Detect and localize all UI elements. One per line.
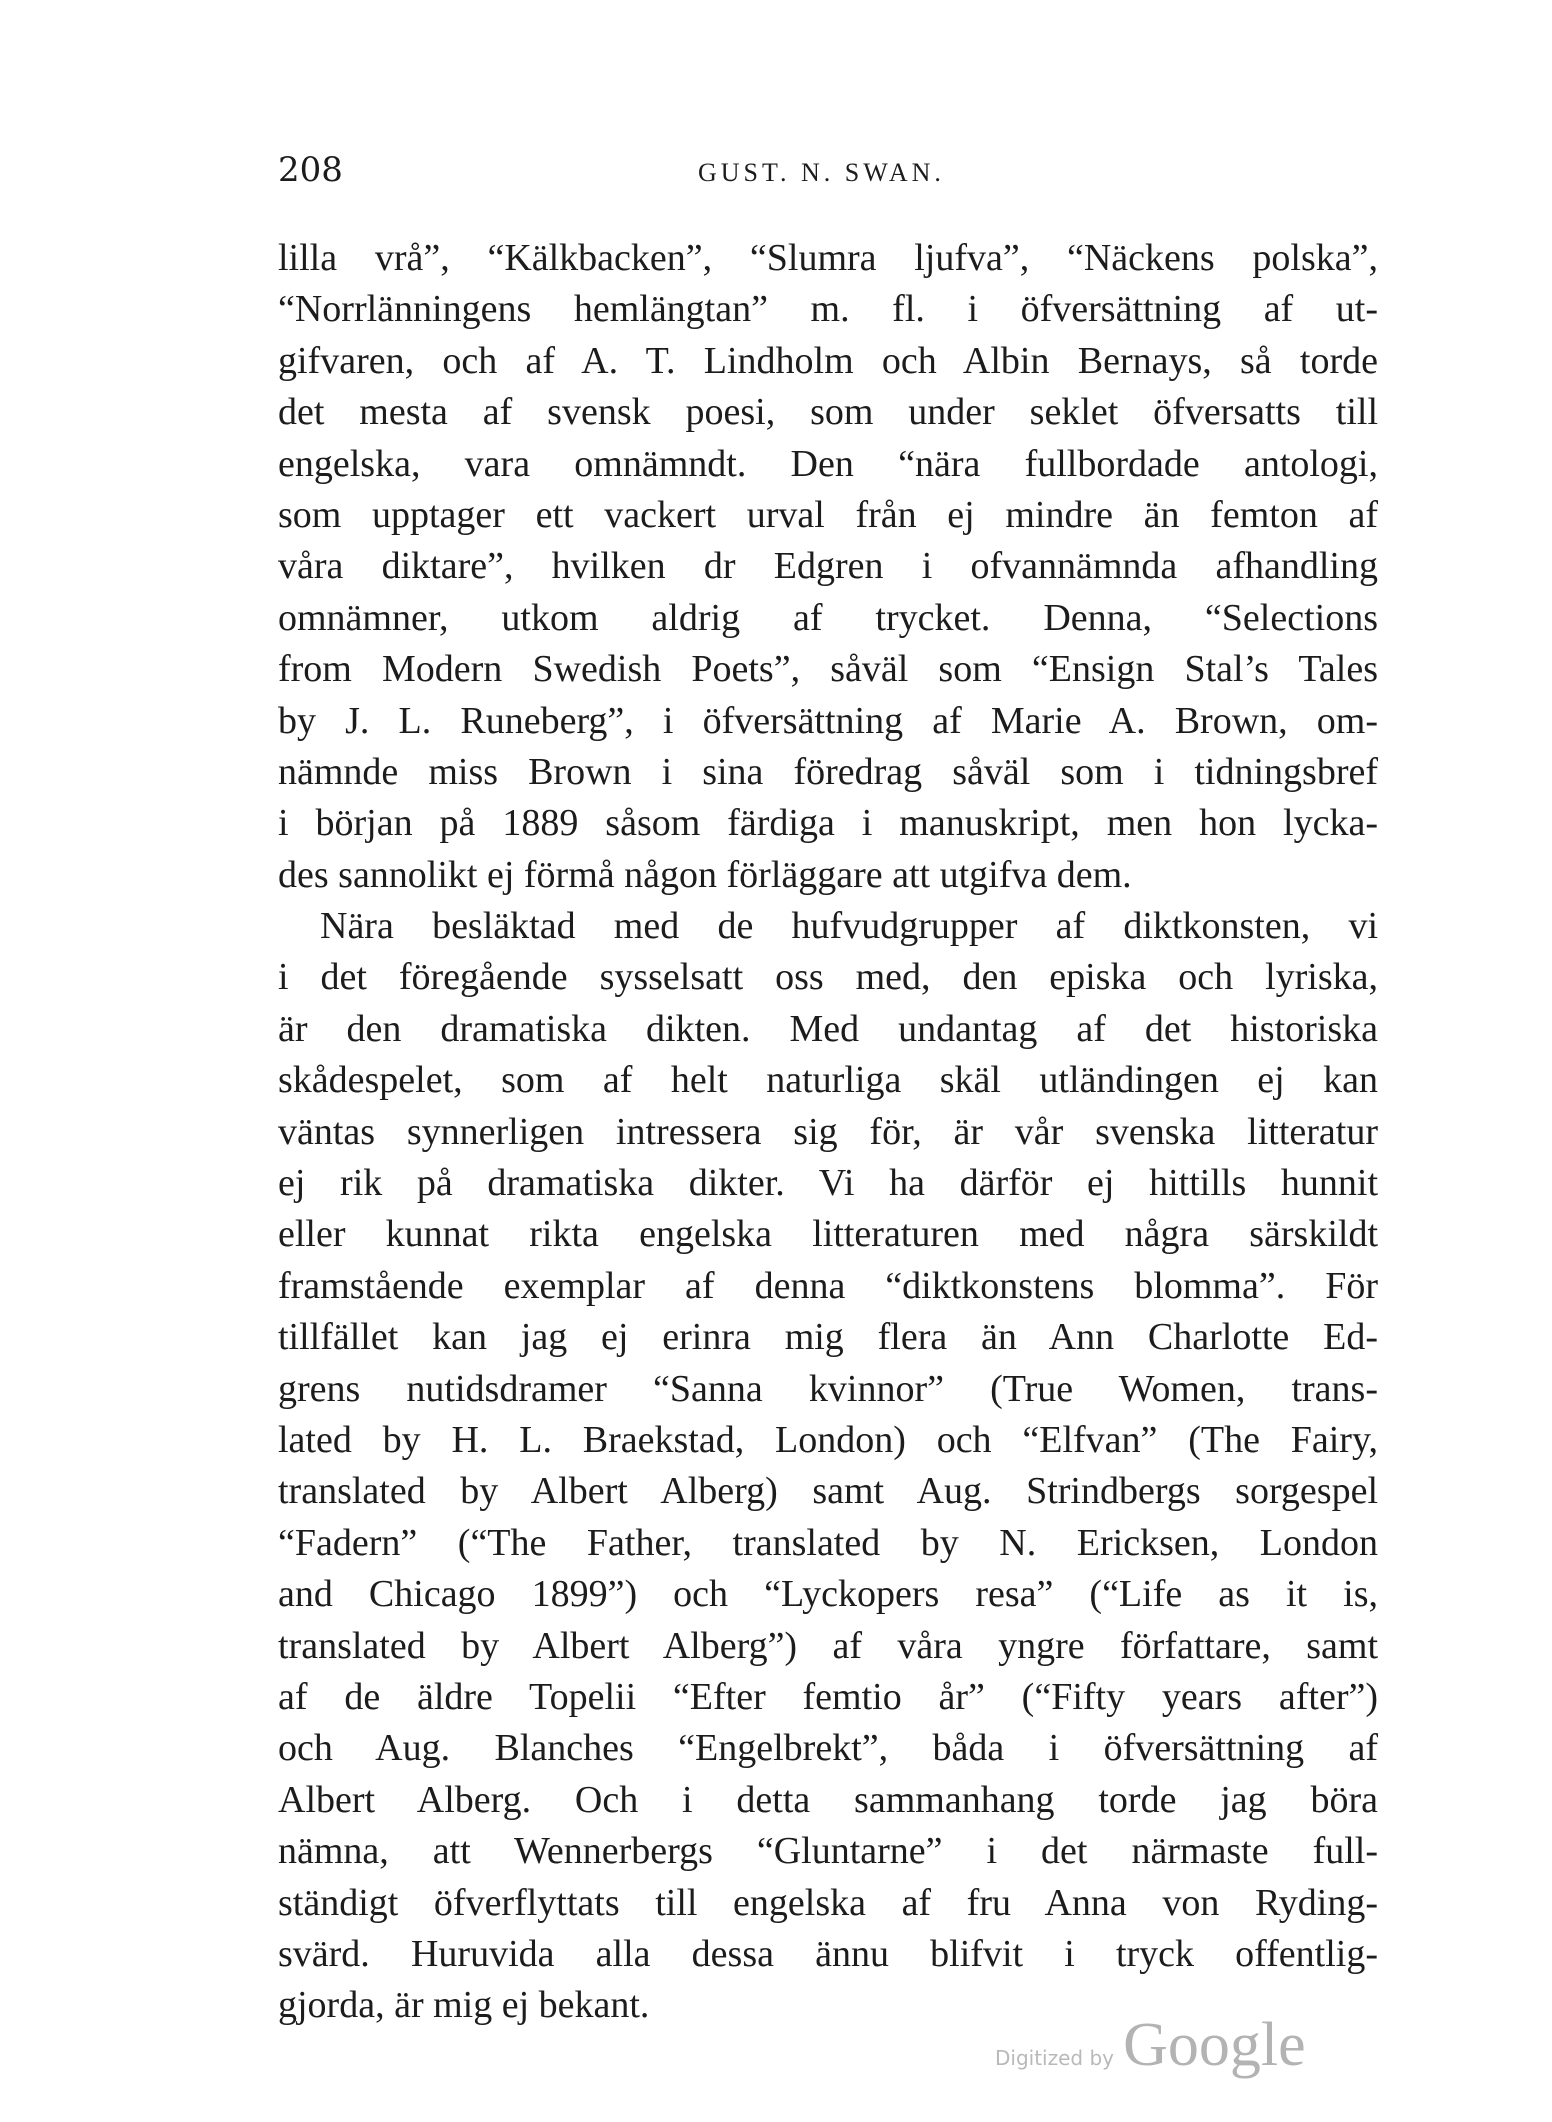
text-line: i början på 1889 såsom färdiga i manuskript, men hon lycka- — [278, 802, 1378, 845]
running-head — [278, 150, 978, 200]
page-number: 208 — [278, 150, 343, 190]
text-line: och Aug. Blanches “Engelbrekt”, båda i öfversättning af — [278, 1727, 1378, 1770]
text-line: af de äldre Topelii “Efter femtio år” (“Fifty years after”) — [278, 1675, 1378, 1718]
text-line: väntas synnerligen intressera sig för, är vår svenska litteratur — [278, 1110, 1378, 1153]
text-line: skådespelet, som af helt naturliga skäl utländingen ej kan — [278, 1059, 1378, 1102]
text-line: våra diktare”, hvilken dr Edgren i ofvannämnda afhandling — [278, 545, 1378, 588]
text-line: nämnde miss Brown i sina föredrag såväl som i tidningsbref — [278, 750, 1378, 793]
text-line: i det föregående sysselsatt oss med, den episka och lyriska, — [278, 956, 1378, 999]
text-line: framstående exemplar af denna “diktkonstens blomma”. För — [278, 1264, 1378, 1307]
text-line: lated by H. L. Braekstad, London) och “Elfvan” (The Fairy, — [278, 1418, 1378, 1461]
text-line: and Chicago 1899”) och “Lyckopers resa” (“Life as it is, — [278, 1573, 1378, 1616]
text-line: omnämner, utkom aldrig af trycket. Denna, “Selections — [278, 596, 1378, 639]
text-line: ständigt öfverflyttats till engelska af fru Anna von Ryding- — [278, 1881, 1378, 1924]
text-line: tillfället kan jag ej erinra mig flera än Ann Charlotte Ed- — [278, 1316, 1378, 1359]
running-title: GUST. N. SWAN. — [698, 158, 945, 187]
text-line: det mesta af svensk poesi, som under seklet öfversatts till — [278, 391, 1378, 434]
watermark-prefix: Digitized by — [995, 2046, 1114, 2070]
paragraph-end-line: gjorda, är mig ej bekant. — [278, 1984, 650, 2027]
google-logo: Google — [1123, 2011, 1306, 2079]
text-line: svärd. Huruvida alla dessa ännu blifvit i tryck offentlig- — [278, 1932, 1378, 1975]
text-line: gifvaren, och af A. T. Lindholm och Albin Bernays, så torde — [278, 339, 1378, 382]
text-line: from Modern Swedish Poets”, såväl som “Ensign Stal’s Tales — [278, 648, 1378, 691]
paragraph-start-line: Nära besläktad med de hufvudgrupper af diktkonsten, vi — [320, 905, 1378, 948]
text-line: eller kunnat rikta engelska litteraturen med några särskildt — [278, 1213, 1378, 1256]
text-line: ej rik på dramatiska dikter. Vi ha därför ej hittills hunnit — [278, 1162, 1378, 1205]
text-line: by J. L. Runeberg”, i öfversättning af Marie A. Brown, om- — [278, 699, 1378, 742]
text-line: är den dramatiska dikten. Med undantag af det historiska — [278, 1007, 1378, 1050]
text-line: grens nutidsdramer “Sanna kvinnor” (True Women, trans- — [278, 1367, 1378, 1410]
text-line: Albert Alberg. Och i detta sammanhang torde jag böra — [278, 1778, 1378, 1821]
text-line: engelska, vara omnämndt. Den “nära fullbordade antologi, — [278, 442, 1378, 485]
text-line: “Fadern” (“The Father, translated by N. Ericksen, London — [278, 1521, 1378, 1564]
text-line: “Norrlänningens hemlängtan” m. fl. i öfversättning af ut- — [278, 288, 1378, 331]
body-text — [278, 233, 1378, 2032]
digitized-by-google-watermark — [995, 2010, 1306, 2080]
text-line: nämna, att Wennerbergs “Gluntarne” i det närmaste full- — [278, 1830, 1378, 1873]
paragraph-end-line: des sannolikt ej förmå någon förläggare att utgifva dem. — [278, 853, 1132, 896]
text-line: lilla vrå”, “Kälkbacken”, “Slumra ljufva”, “Näckens polska”, — [278, 237, 1378, 279]
text-line: translated by Albert Alberg) samt Aug. Strindbergs sorgespel — [278, 1470, 1378, 1513]
text-line: translated by Albert Alberg”) af våra yngre författare, samt — [278, 1624, 1378, 1667]
text-line: som upptager ett vackert urval från ej mindre än femton af — [278, 493, 1378, 536]
